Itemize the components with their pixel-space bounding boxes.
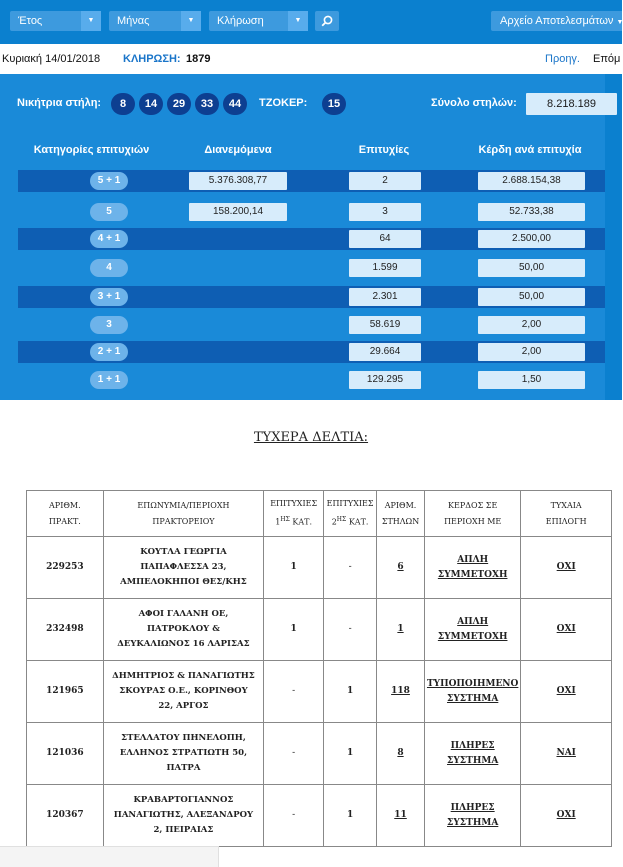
table-row	[27, 661, 612, 723]
random-pick-link[interactable]: ΟΧΙ	[521, 599, 612, 661]
winners-count: 29.664	[349, 343, 421, 361]
header-distributed: Διανεμόμενα	[184, 144, 292, 156]
lucky-tickets-title: ΤΥΧΕΡΑ ΔΕΛΤΙΑ:	[0, 430, 622, 445]
table-row	[27, 537, 612, 599]
category-badge: 5 + 1	[90, 172, 128, 190]
chevron-down-icon: ▼	[288, 11, 308, 31]
agency-code: 120367	[27, 785, 104, 847]
random-pick-link[interactable]: ΝΑΙ	[521, 723, 612, 785]
chevron-down-icon: ▼	[81, 11, 101, 31]
col-header-random-pick: ΤΥΧΑΙΑ ΕΠΙΛΟΓΗ	[521, 491, 612, 537]
prize-per-winner: 2,00	[478, 343, 585, 361]
winning-column-label: Νικήτρια στήλη:	[17, 97, 101, 109]
col-header-second-category: ΕΠΙΤΥΧΙΕΣ $2^{H\Sigma}$ ΚΑΤ.	[324, 491, 377, 537]
previous-draw-link[interactable]: Προηγ.	[545, 53, 580, 65]
archive-dropdown-label: Αρχείο Αποτελεσμάτων	[500, 15, 613, 27]
category-badge: 4	[90, 259, 128, 277]
agency-code: 121036	[27, 723, 104, 785]
prize-row	[18, 369, 605, 391]
second-category-wins: 1	[324, 661, 377, 723]
chevron-down-icon: ▼	[181, 11, 201, 31]
winning-number-ball: 14	[139, 93, 163, 115]
agency-name: ΣΤΕΛΛΑΤΟΥ ΠΗΝΕΛΟΠΗ, ΕΛΛΗΝΟΣ ΣΤΡΑΤΙΩΤΗ 50, ΠΑΤΡΑ	[103, 723, 264, 785]
distributed-amount: 158.200,14	[189, 203, 287, 221]
agency-name: ΑΦΟΙ ΓΑΛΑΝΗ ΟΕ, ΠΑΤΡΟΚΛΟΥ & ΔΕΥΚΑΛΙΩΝΟΣ 16 ΛΑΡΙΣΑΣ	[103, 599, 264, 661]
month-dropdown[interactable]	[109, 11, 201, 31]
first-category-wins: -	[264, 661, 324, 723]
col-header-columns: ΑΡΙΘΜ. ΣΤΗΛΩΝ	[377, 491, 425, 537]
prize-row	[18, 170, 605, 192]
prize-per-winner: 50,00	[478, 259, 585, 277]
lucky-tickets-table	[26, 490, 612, 847]
year-dropdown-label: Έτος	[18, 15, 42, 27]
search-button[interactable]	[315, 11, 339, 31]
category-badge: 3	[90, 316, 128, 334]
table-header-row	[27, 491, 612, 537]
gain-type-link[interactable]: ΑΠΛΗ ΣΥΜΜΕΤΟΧΗ	[424, 599, 520, 661]
columns-link[interactable]: 11	[377, 785, 425, 847]
winning-number-ball: 44	[223, 93, 247, 115]
winning-number-ball: 33	[195, 93, 219, 115]
draw-dropdown[interactable]	[209, 11, 308, 31]
columns-link[interactable]: 8	[377, 723, 425, 785]
agency-name: ΚΡΑΒΑΡΤΟΓΙΑΝΝΟΣ ΠΑΝΑΓΙΩΤΗΣ, ΑΛΕΞΑΝΔΡΟΥ 2, ΠΕΙΡΑΙΑΣ	[103, 785, 264, 847]
category-badge: 4 + 1	[90, 230, 128, 248]
first-category-wins: -	[264, 785, 324, 847]
col-header-agency-code: ΑΡΙΘΜ. ΠΡΑΚΤ.	[27, 491, 104, 537]
draw-date: Κυριακή 14/01/2018	[2, 53, 100, 65]
agency-name: ΚΟΥΤΛΑ ΓΕΩΡΓΙΑ ΠΑΠΑΦΛΕΣΣΑ 23, ΑΜΠΕΛΟΚΗΠΟΙ ΘΕΣ/ΚΗΣ	[103, 537, 264, 599]
prize-row	[18, 228, 605, 250]
agency-code: 232498	[27, 599, 104, 661]
gain-type-link[interactable]: ΑΠΛΗ ΣΥΜΜΕΤΟΧΗ	[424, 537, 520, 599]
category-badge: 1 + 1	[90, 371, 128, 389]
columns-link[interactable]: 118	[377, 661, 425, 723]
prize-per-winner: 2,00	[478, 316, 585, 334]
distributed-amount: 5.376.308,77	[189, 172, 287, 190]
header-winners: Επιτυχίες	[344, 144, 424, 156]
bottom-overlay-bar	[0, 846, 219, 867]
agency-code: 229253	[27, 537, 104, 599]
prize-per-winner: 2.688.154,38	[478, 172, 585, 190]
prize-row	[18, 341, 605, 363]
prize-per-winner: 2.500,00	[478, 230, 585, 248]
prize-row	[18, 201, 605, 223]
total-columns-value: 8.218.189	[526, 93, 617, 115]
chevron-down-icon: ▼	[617, 19, 623, 26]
first-category-wins: -	[264, 723, 324, 785]
prize-row	[18, 314, 605, 336]
archive-dropdown[interactable]	[491, 11, 622, 31]
next-draw-link[interactable]: Επόμ	[593, 53, 620, 65]
search-icon	[321, 15, 333, 27]
col-header-first-category: ΕΠΙΤΥΧΙΕΣ $1^{H\Sigma}$ ΚΑΤ.	[264, 491, 324, 537]
winners-count: 129.295	[349, 371, 421, 389]
gain-type-link[interactable]: ΠΛΗΡΕΣ ΣΥΣΤΗΜΑ	[424, 723, 520, 785]
first-category-wins: 1	[264, 599, 324, 661]
random-pick-link[interactable]: ΟΧΙ	[521, 537, 612, 599]
agency-code: 121965	[27, 661, 104, 723]
columns-link[interactable]: 6	[377, 537, 425, 599]
second-category-wins: -	[324, 599, 377, 661]
prize-per-winner: 50,00	[478, 288, 585, 306]
col-header-agency-name: ΕΠΩΝΥΜΙΑ/ΠΕΡΙΟΧΗ ΠΡΑΚΤΟΡΕΙΟΥ	[103, 491, 264, 537]
winners-count: 1.599	[349, 259, 421, 277]
columns-link[interactable]: 1	[377, 599, 425, 661]
second-category-wins: -	[324, 537, 377, 599]
table-row	[27, 599, 612, 661]
prize-row	[18, 286, 605, 308]
month-dropdown-label: Μήνας	[117, 15, 149, 27]
gain-type-link[interactable]: ΤΥΠΟΠΟΙΗΜΕΝΟ ΣΥΣΤΗΜΑ	[424, 661, 520, 723]
agency-name: ΔΗΜΗΤΡΙΟΣ & ΠΑΝΑΓΙΩΤΗΣ ΣΚΟΥΡΑΣ Ο.Ε., ΚΟΡΙΝΘΟΥ 22, ΑΡΓΟΣ	[103, 661, 264, 723]
category-badge: 3 + 1	[90, 288, 128, 306]
category-badge: 2 + 1	[90, 343, 128, 361]
joker-ball: 15	[322, 93, 346, 115]
winning-number-ball: 29	[167, 93, 191, 115]
draw-dropdown-label: Κλήρωση	[217, 15, 264, 27]
table-row	[27, 723, 612, 785]
draw-number: 1879	[186, 53, 210, 65]
draw-label: ΚΛΗΡΩΣΗ:	[123, 53, 181, 65]
first-category-wins: 1	[264, 537, 324, 599]
col-header-gain-type: ΚΕΡΔΟΣ ΣΕ ΠΕΡΙΟΧΗ ΜΕ	[424, 491, 520, 537]
winning-number-ball: 8	[111, 93, 135, 115]
prize-per-winner: 1,50	[478, 371, 585, 389]
random-pick-link[interactable]: ΟΧΙ	[521, 785, 612, 847]
winners-count: 2	[349, 172, 421, 190]
prize-per-winner: 52.733,38	[478, 203, 585, 221]
winners-count: 64	[349, 230, 421, 248]
winners-count: 2.301	[349, 288, 421, 306]
header-prize-per-winner: Κέρδη ανά επιτυχία	[470, 144, 590, 156]
gain-type-link[interactable]: ΠΛΗΡΕΣ ΣΥΣΤΗΜΑ	[424, 785, 520, 847]
second-category-wins: 1	[324, 785, 377, 847]
random-pick-link[interactable]: ΟΧΙ	[521, 661, 612, 723]
year-dropdown[interactable]	[10, 11, 101, 31]
joker-label: ΤΖΟΚΕΡ:	[259, 97, 307, 109]
total-columns-label: Σύνολο στηλών:	[431, 97, 517, 109]
second-category-wins: 1	[324, 723, 377, 785]
header-categories: Κατηγορίες επιτυχιών	[18, 144, 165, 156]
draw-info-bar	[0, 44, 622, 74]
table-row	[27, 785, 612, 847]
top-nav-bar	[0, 0, 622, 44]
prize-row	[18, 257, 605, 279]
winners-count: 58.619	[349, 316, 421, 334]
winners-count: 3	[349, 203, 421, 221]
category-badge: 5	[90, 203, 128, 221]
